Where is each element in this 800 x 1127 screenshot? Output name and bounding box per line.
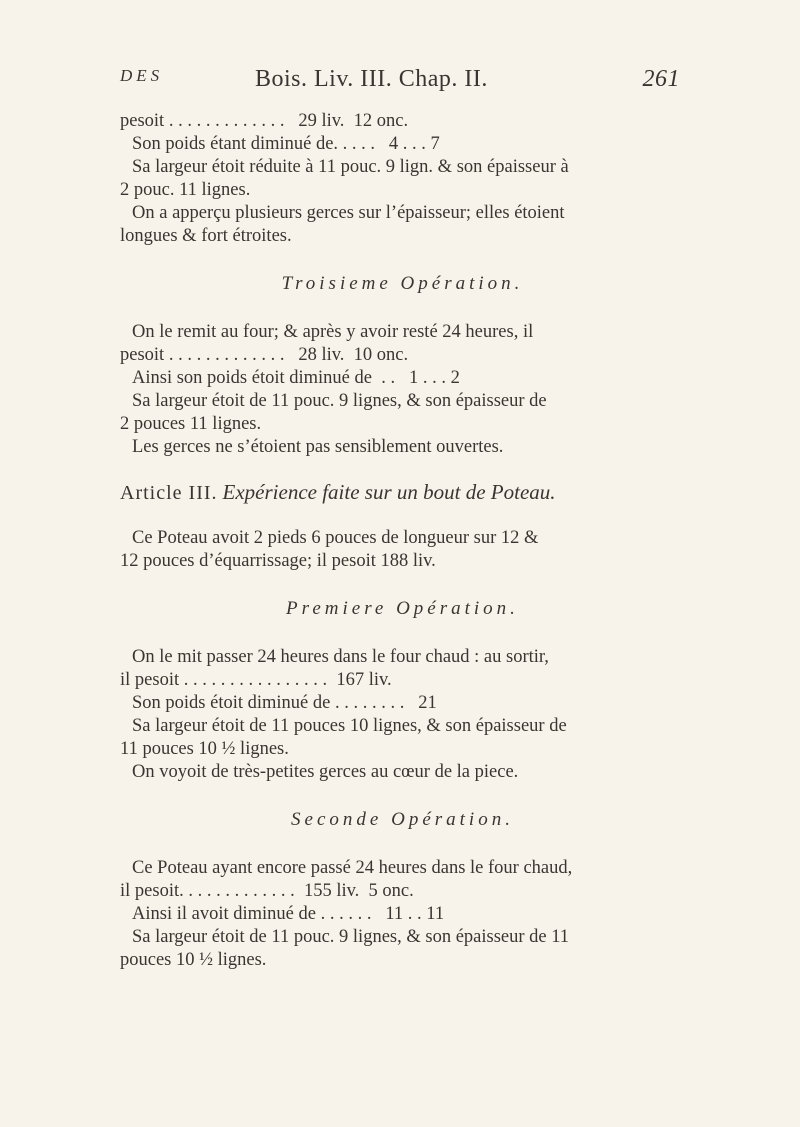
- text-line: Ce Poteau ayant encore passé 24 heures dans le four chaud,: [132, 858, 573, 878]
- text-line: On le mit passer 24 heures dans le four chaud : au sortir,: [132, 647, 549, 667]
- text-line: Ainsi il avoit diminué de . . . . . . 11 . . 11: [132, 904, 445, 924]
- page-body: [120, 110, 685, 972]
- section-1: [120, 110, 685, 248]
- section-3: [120, 527, 685, 573]
- heading-troisieme-operation: Troisieme Opération.: [281, 273, 524, 294]
- text-line: On voyoit de très-petites gerces au cœur de la piece.: [132, 762, 519, 782]
- article-label: Article III.: [120, 482, 218, 504]
- text-line: Ainsi son poids étoit diminué de . . 1 . . . 2: [132, 368, 460, 388]
- text-line: pesoit . . . . . . . . . . . . . 28 liv. 10 onc.: [120, 345, 409, 365]
- heading-seconde-operation: Seconde Opération.: [291, 809, 514, 830]
- text-line: On le remit au four; & après y avoir resté 24 heures, il: [132, 322, 534, 342]
- article-heading: [120, 481, 685, 505]
- text-line: Son poids étoit diminué de . . . . . . . . 21: [132, 693, 437, 713]
- text-line: Sa largeur étoit de 11 pouces 10 lignes, & son épaisseur de: [132, 716, 567, 736]
- text-line: il pesoit . . . . . . . . . . . . . . . . 167 liv.: [120, 670, 392, 690]
- text-line: 12 pouces d’équarrissage; il pesoit 188 liv.: [120, 551, 436, 571]
- page-number: 261: [642, 66, 680, 92]
- header-center: Bois. Liv. III. Chap. II.: [255, 66, 488, 92]
- text-line: Sa largeur étoit réduite à 11 pouc. 9 lign. & son épaisseur à: [132, 157, 569, 177]
- text-line: il pesoit. . . . . . . . . . . . . 155 liv. 5 onc.: [120, 881, 414, 901]
- heading-premiere-operation: Premiere Opération.: [286, 598, 519, 619]
- text-line: pesoit . . . . . . . . . . . . . 29 liv. 12 onc.: [120, 111, 409, 131]
- text-line: 11 pouces 10 ½ lignes.: [120, 739, 289, 759]
- text-line: pouces 10 ½ lignes.: [120, 950, 267, 970]
- section-2: [120, 321, 685, 459]
- article-title: Expérience faite sur un bout de Poteau.: [222, 480, 556, 504]
- text-line: Ce Poteau avoit 2 pieds 6 pouces de longueur sur 12 &: [132, 528, 539, 548]
- section-4: [120, 646, 685, 784]
- text-line: On a apperçu plusieurs gerces sur l’épaisseur; elles étoient: [132, 203, 565, 223]
- text-line: longues & fort étroites.: [120, 226, 292, 246]
- text-line: 2 pouc. 11 lignes.: [120, 180, 251, 200]
- text-line: Les gerces ne s’étoient pas sensiblement ouvertes.: [132, 437, 504, 457]
- text-line: Sa largeur étoit de 11 pouc. 9 lignes, & son épaisseur de: [132, 391, 547, 411]
- text-line: 2 pouces 11 lignes.: [120, 414, 262, 434]
- header-left: DES: [120, 66, 164, 85]
- text-line: Son poids étant diminué de. . . . . 4 . . . 7: [132, 134, 440, 154]
- text-line: Sa largeur étoit de 11 pouc. 9 lignes, & son épaisseur de 11: [132, 927, 570, 947]
- section-5: [120, 857, 685, 972]
